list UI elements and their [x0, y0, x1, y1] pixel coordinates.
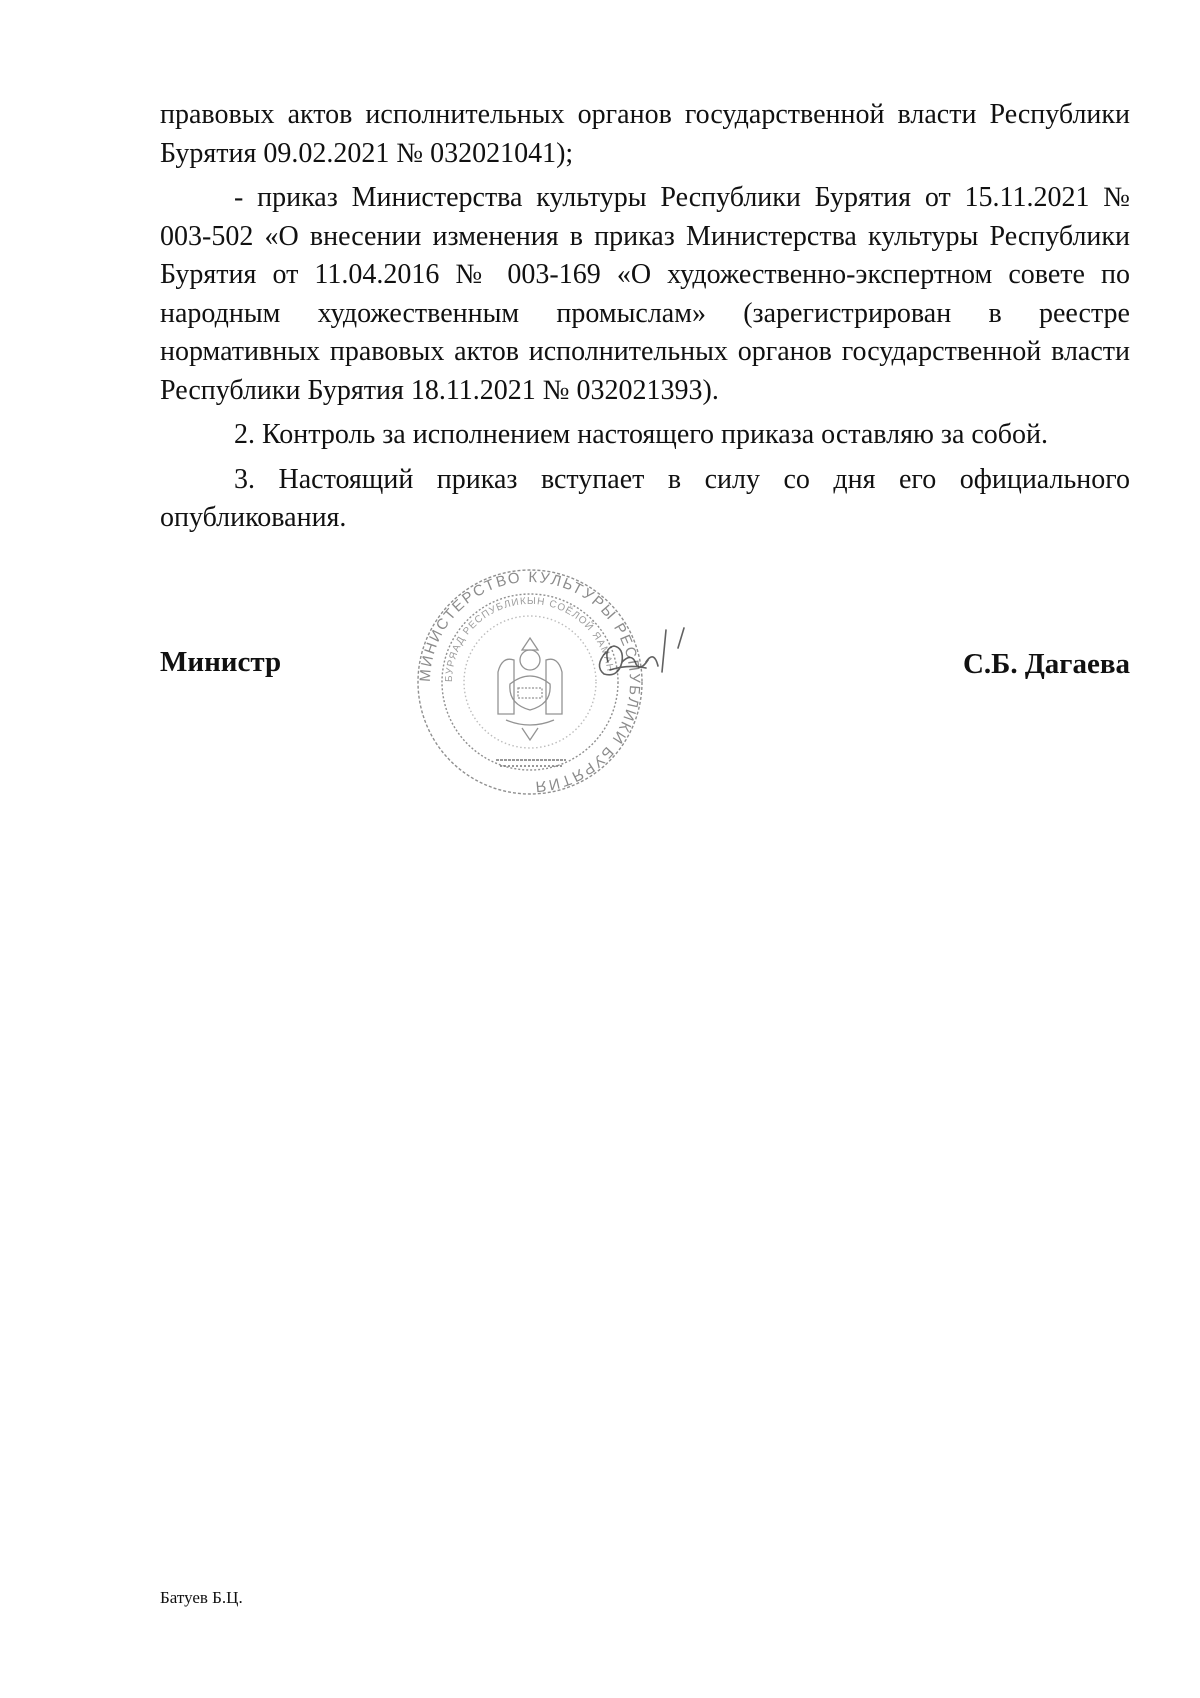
- executor-name: Батуев Б.Ц.: [160, 1588, 243, 1607]
- stamp-outer-text: МИНИСТЕРСТВО КУЛЬТУРЫ РЕСПУБЛИКИ БУРЯТИЯ: [416, 568, 644, 796]
- paragraph-item-3: 3. Настоящий приказ вступает в силу со дня его официального опубликования.: [160, 463, 1130, 533]
- coat-of-arms-emblem: [498, 638, 562, 740]
- stamp-inner-text: БУРЯАД РЕСПУБЛИКЫН СОЁЛОЙ ЯАМАН: [443, 595, 616, 683]
- stamp-bottom-block: [496, 760, 566, 766]
- signatory-title: Министр: [160, 646, 282, 678]
- paragraph-order-reference: - приказ Министерства культуры Республики Бурятия от 15.11.2021 № 003-502 «О внесении изменения в приказ Министерства культуры Республики Бурятия от 11.04.2016 № 003-169 «О художественно-экспертном совете по народным художественным промыслам» (зарегистрирован в реестре нормативных правовых актов исполнительных органов государственной власти Республики Бурятия 18.11.2021 № 032021393).: [160, 182, 1130, 406]
- document-body: [160, 96, 1130, 544]
- paragraph-item-2: 2. Контроль за исполнением настоящего приказа оставляю за собой.: [234, 419, 1049, 450]
- paragraph-continuation: правовых актов исполнительных органов государственной власти Республики Бурятия 09.02.2021 № 032021041);: [160, 99, 1130, 169]
- signatory-name: С.Б. Дагаева: [962, 648, 1130, 680]
- handwritten-signature: [588, 622, 718, 692]
